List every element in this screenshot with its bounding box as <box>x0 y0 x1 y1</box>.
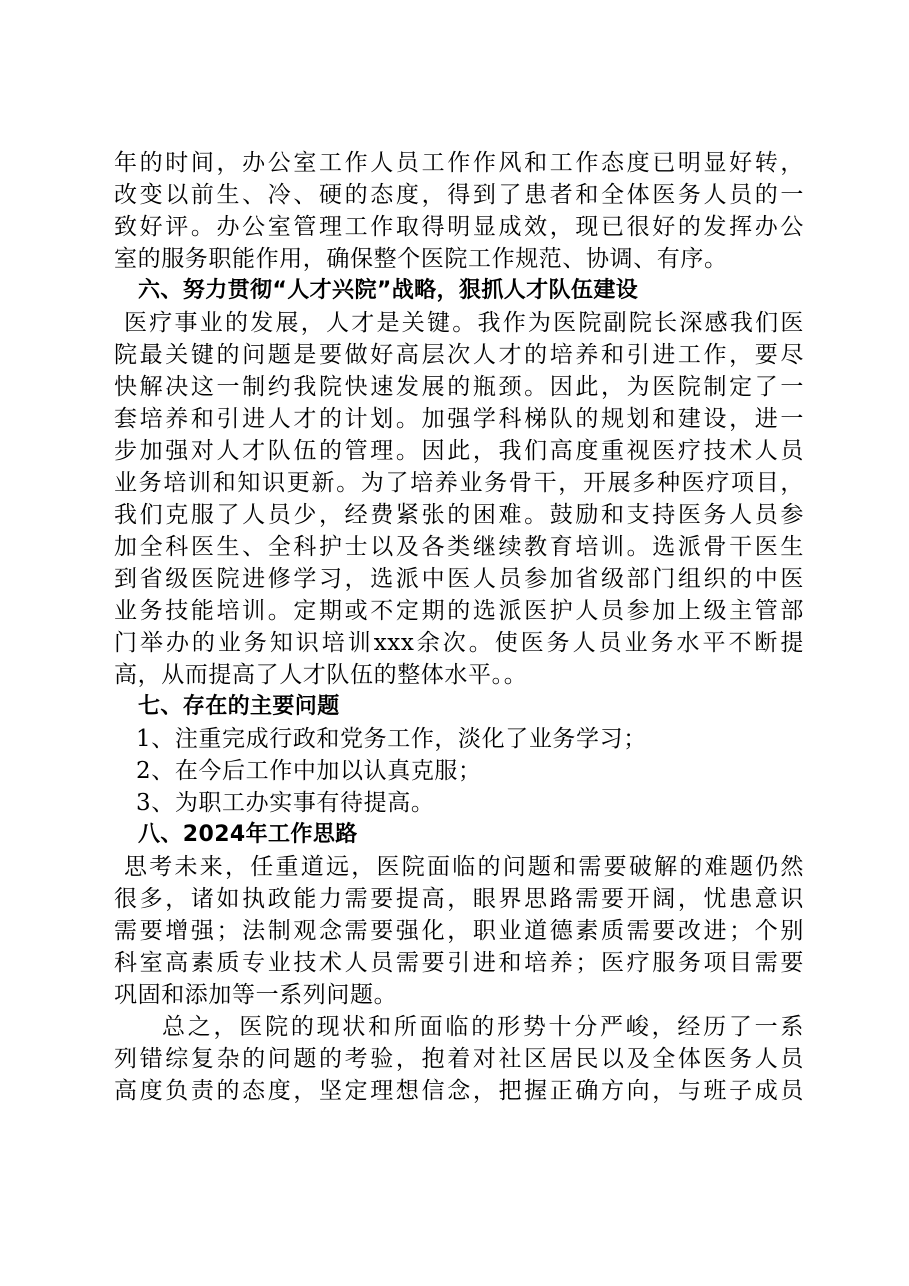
section-heading-7: 七、存在的主要问题 <box>138 694 340 719</box>
body-line: 我们克服了人员少，经费紧张的困难。鼓励和支持医务人员参 <box>114 502 804 528</box>
section-heading-8: 八、2024年工作思路 <box>138 822 358 847</box>
body-line: 加全科医生、全科护士以及各类继续教育培训。选派骨干医生 <box>114 534 804 560</box>
body-line: 医疗事业的发展，人才是关键。我作为医院副院长深感我们医 <box>124 310 804 336</box>
body-line: 室的服务职能作用，确保整个医院工作规范、协调、有序。 <box>114 246 728 272</box>
body-line: 套培养和引进人才的计划。加强学科梯队的规划和建设，进一 <box>114 406 804 432</box>
body-line: 列错综复杂的问题的考验，抱着对社区居民以及全体医务人员 <box>114 1046 804 1072</box>
body-line: 快解决这一制约我院快速发展的瓶颈。因此，为医院制定了一 <box>114 374 804 400</box>
body-line: 步加强对人才队伍的管理。因此，我们高度重视医疗技术人员 <box>114 438 804 464</box>
body-line: 科室高素质专业技术人员需要引进和培养；医疗服务项目需要 <box>114 950 804 976</box>
body-line: 致好评。办公室管理工作取得明显成效，现已很好的发挥办公 <box>114 214 804 240</box>
body-line: 需要增强；法制观念需要强化，职业道德素质需要改进；个别 <box>114 918 804 944</box>
body-line: 高度负责的态度，坚定理想信念，把握正确方向，与班子成员 <box>114 1078 804 1104</box>
section-heading-6: 六、努力贯彻“人才兴院”战略，狠抓人才队伍建设 <box>138 278 639 303</box>
body-line: 高，从而提高了人才队伍的整体水平。。 <box>114 662 528 688</box>
body-line: 总之，医院的现状和所面临的形势十分严峻，经历了一系 <box>162 1014 804 1040</box>
body-line: 年的时间，办公室工作人员工作作风和工作态度已明显好转， <box>114 150 804 176</box>
body-line: 改变以前生、冷、硬的态度，得到了患者和全体医务人员的一 <box>114 182 804 208</box>
body-line: 业务技能培训。定期或不定期的选派医护人员参加上级主管部 <box>114 598 804 624</box>
list-item: 2、在今后工作中加以认真克服； <box>136 758 482 784</box>
list-item: 1、注重完成行政和党务工作，淡化了业务学习； <box>136 726 647 752</box>
body-line: 巩固和添加等一系列问题。 <box>114 982 398 1008</box>
body-line: 院最关键的问题是要做好高层次人才的培养和引进工作，要尽 <box>114 342 804 368</box>
body-line: 很多，诸如执政能力需要提高，眼界思路需要开阔，忧患意识 <box>114 886 804 912</box>
body-line: 到省级医院进修学习，选派中医人员参加省级部门组织的中医 <box>114 566 804 592</box>
body-line: 业务培训和知识更新。为了培养业务骨干，开展多种医疗项目， <box>114 470 804 496</box>
body-line: 思考未来，任重道远，医院面临的问题和需要破解的难题仍然 <box>124 854 804 880</box>
list-item: 3、为职工办实事有待提高。 <box>136 790 435 816</box>
body-line: 门举办的业务知识培训xxx余次。使医务人员业务水平不断提 <box>114 630 804 656</box>
document-body <box>114 147 804 1107</box>
